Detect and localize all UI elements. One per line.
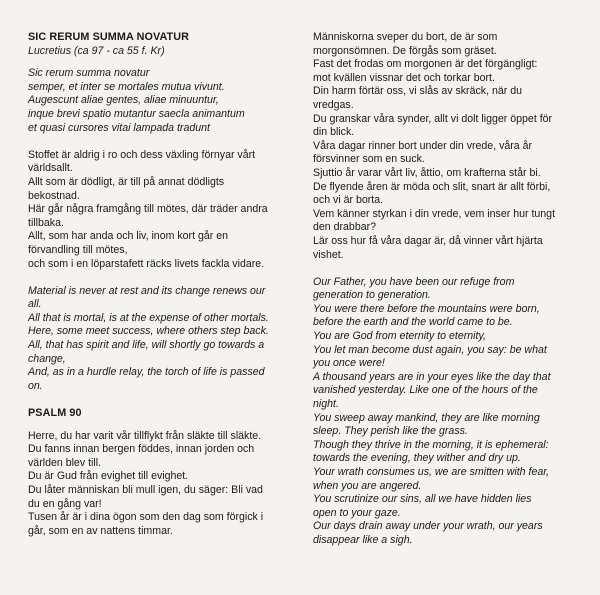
psalm-swedish-line: Du låter människan bli mull igen, du säger: Bli vad [28,484,263,496]
psalm-swedish-line: mot kvällen vissnar det och torkar bort. [313,71,495,84]
psalm-english-line: You were there before the mountains were born, [313,302,540,315]
psalm-swedish-line: den drabbar? [313,221,377,234]
psalm-english-line: night. [313,398,339,411]
psalm-swedish-line: Lär oss hur få våra dagar är, då vinner vårt hjärta [313,234,543,247]
psalm-swedish-line: Människorna sveper du bort, de är som [313,31,498,43]
swedish-line: världsallt. [28,162,73,175]
latin-line: et quasi cursores vitai lampada tradunt [28,121,210,134]
psalm-swedish-line: vishet. [313,248,344,261]
psalm-english-line: Though they thrive in the morning, it is ephemeral: [313,438,549,451]
psalm-english-line: generation to generation. [313,289,431,302]
psalm-english-line: disappear like a sigh. [313,533,413,546]
psalm-english-line: Our Father, you have been our refuge from [313,275,515,288]
swedish-line: Allt som är dödligt, är till på annat dödligts [28,175,225,188]
psalm-english-line: before the earth and the world came to be. [313,316,513,329]
poem-author: Lucretius (ca 97 - ca 55 f. Kr) [28,44,165,57]
psalm-swedish-line: Du granskar våra synder, allt vi dolt ligger öppet för [313,112,553,125]
psalm-swedish-line: världen blev till. [28,456,102,469]
psalm-english-line: vanished yesterday. Like one of the hours of the [313,384,538,397]
left-column [28,31,296,538]
psalm-english-line: Our days drain away under your wrath, our years [313,520,543,533]
english-line: Material is never at rest and its change renews our [28,284,266,297]
psalm-swedish-line: Tusen år är i dina ögon som den dag som förgick i [28,511,264,524]
psalm-english-line: sleep. They perish like the grass. [313,425,468,438]
psalm-swedish-line: din blick. [313,126,355,139]
latin-line: semper, et inter se mortales mutua vivunt. [28,80,225,93]
psalm-swedish-line: vredgas. [313,98,354,111]
psalm-swedish-line: och vi är borta. [313,194,384,207]
swedish-line: förvandling till mötes, [28,243,128,256]
psalm-english-verse [313,276,583,548]
psalm-english-line: You let man become dust again, you say: be what [313,343,547,356]
swedish-line: bekostnad. [28,189,80,202]
psalm-english-line: you once were! [313,357,385,370]
psalm-swedish-line: Fast det frodas om morgonen är det förgängligt: [313,58,538,71]
english-verse [28,285,296,394]
psalm-english-line: You sweep away mankind, they are like morning [313,411,540,424]
psalm-swedish-line: Du är Gud från evighet till evighet. [28,470,189,483]
swedish-line: Stoffet är aldrig i ro och dess växling förnyar vårt [28,148,256,161]
latin-verse [28,67,296,135]
psalm-english-line: Your wrath consumes us, we are smitten with fear, [313,466,550,478]
english-line: And, as in a hurdle relay, the torch of life is passed [28,366,265,379]
psalm-swedish-line: Vem känner styrkan i din vrede, vem inser hur tungt [313,207,556,220]
english-line: All, that has spirit and life, will shortly go towards a [28,339,265,352]
latin-line: Sic rerum summa novatur [28,67,150,80]
psalm-english-line: A thousand years are in your eyes like the day that [313,370,551,383]
psalm-swedish-line: Du fanns innan bergen föddes, innan jorden och [28,443,255,456]
psalm-english-line: when you are angered. [313,479,422,492]
psalm-swedish-line: Herre, du har varit vår tillflykt från släkte till släkte. [28,429,262,442]
psalm-swedish-line: morgonsömnen. De förgås som gräset. [313,44,497,57]
psalm-english-line: open to your gaze. [313,506,401,519]
right-column [313,31,583,548]
psalm-english-line: You scrutinize our sins, all we have hidden lies [313,493,532,506]
poem-title: SIC RERUM SUMMA NOVATUR [28,31,190,43]
swedish-line: Här går några framgång till mötes, där träder andra [28,203,268,216]
psalm-swedish-line: går, som en av nattens timmar. [28,524,173,537]
psalm-swedish-line: försvinner som en suck. [313,153,425,166]
psalm-title: PSALM 90 [28,407,82,420]
psalm-swedish-line: Din harm förtär oss, vi slås av skräck, när du [313,85,522,98]
swedish-line: tillbaka. [28,216,64,229]
psalm-swedish-continued [313,31,583,262]
latin-line: Augescunt aliae gentes, aliae minuuntur, [28,94,219,107]
swedish-verse [28,149,296,271]
latin-line: inque brevi spatio mutantur saecla animantum [28,107,245,120]
psalm-swedish-line: Sjuttio år varar vårt liv, åttio, om krafterna står bi. [313,166,541,179]
psalm-swedish-line: du en gång var! [28,497,102,510]
psalm-swedish-line: De flyende åren är möda och slit, snart är allt förbi, [313,180,551,193]
psalm-english-line: towards the evening, they wither and dry up. [313,452,521,465]
english-line: Here, some meet success, where others step back. [28,325,269,338]
swedish-line: och som i en löparstafett räcks livets fackla vidare. [28,257,265,270]
english-line: All that is mortal, is at the expense of other mortals. [28,311,269,324]
psalm-swedish-line: Våra dagar rinner bort under din vrede, våra år [313,139,533,152]
psalm-swedish-verse [28,430,296,539]
swedish-line: Allt, som har anda och liv, inom kort går en [28,230,228,243]
english-line: all. [28,298,42,311]
english-line: change, [28,352,66,365]
psalm-english-line: You are God from eternity to eternity, [313,330,486,343]
english-line: on. [28,379,43,392]
